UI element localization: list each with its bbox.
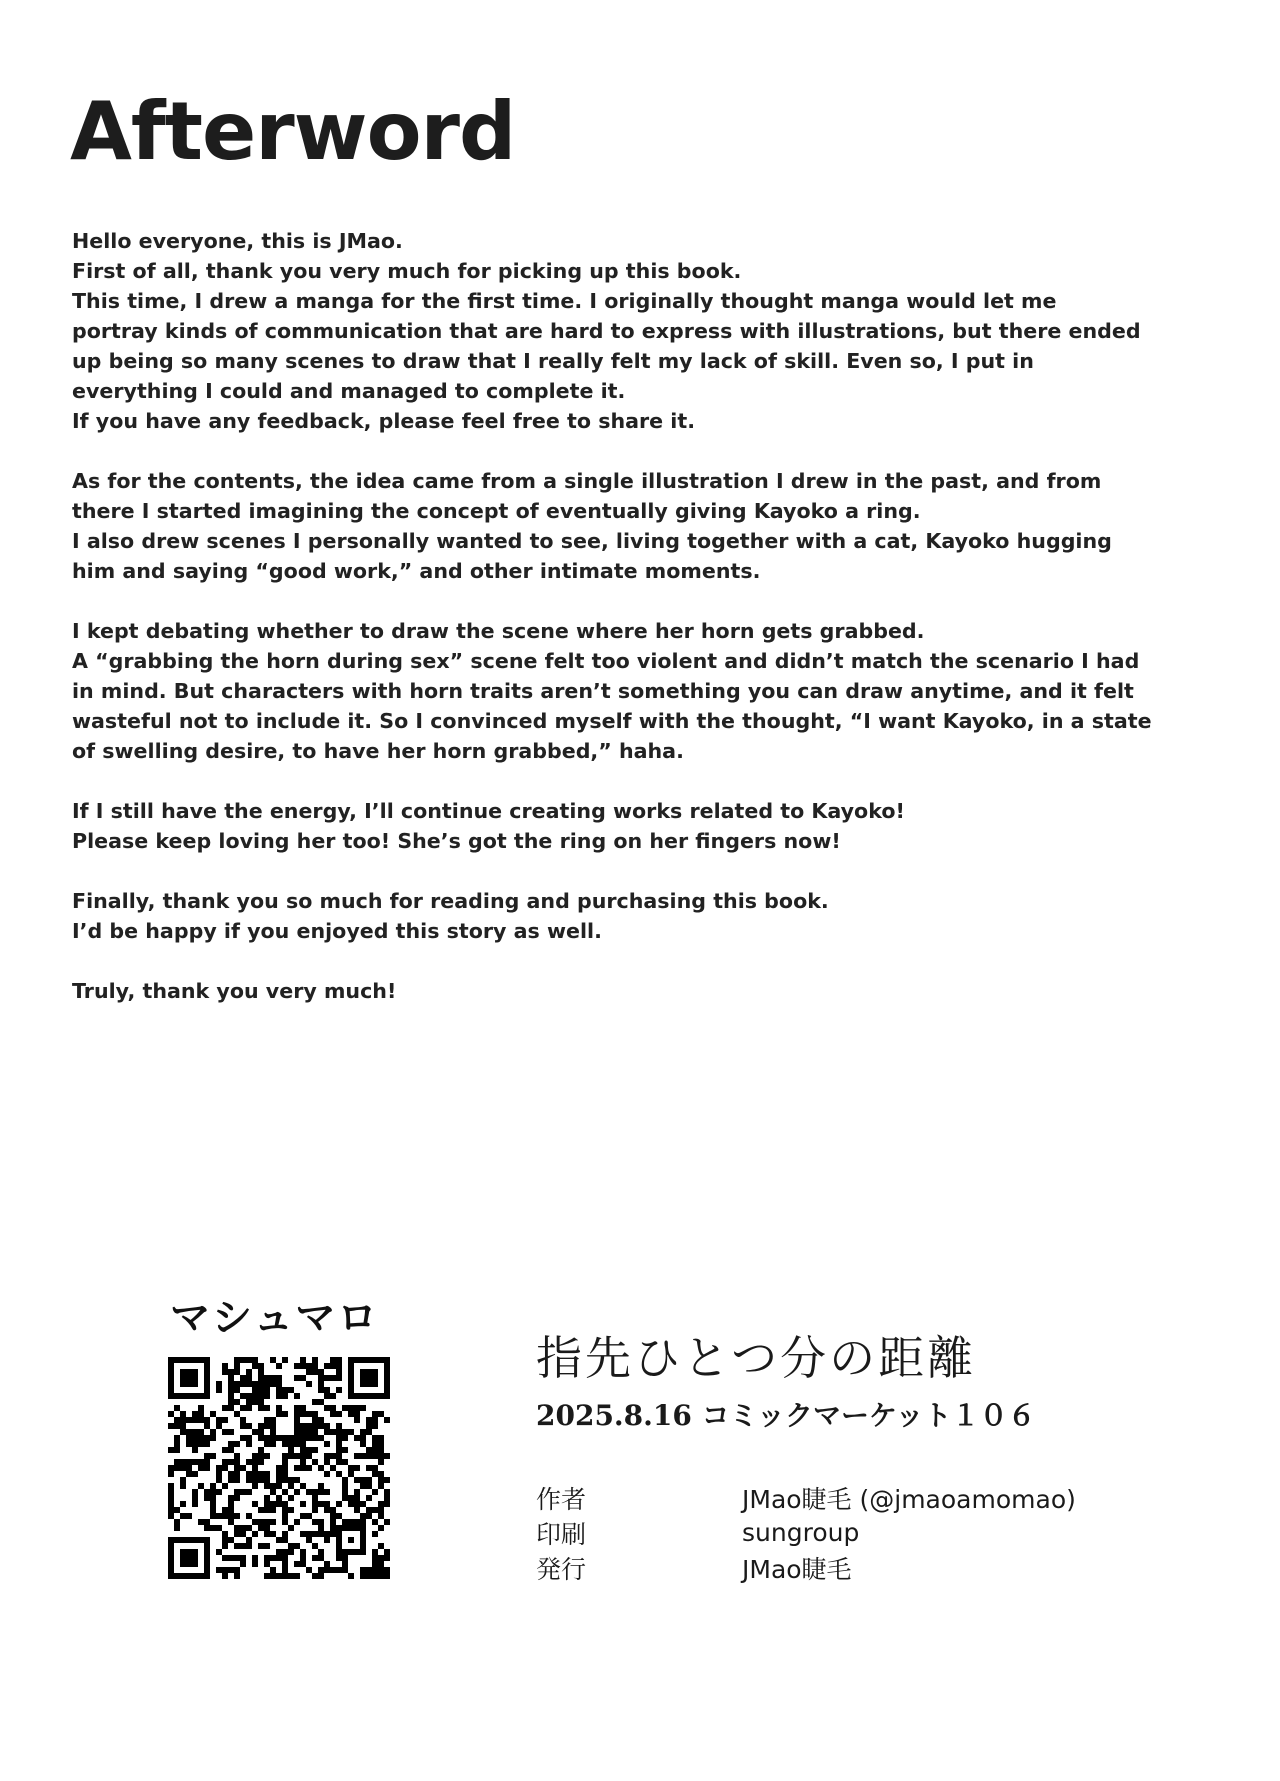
credit-label: 発行 bbox=[536, 1554, 587, 1584]
credit-value: sungroup bbox=[742, 1518, 860, 1547]
afterword-line: portray kinds of communication that are hard to express with illustrations, but there ended bbox=[72, 319, 1141, 343]
marshmallow-label: マシュマロ bbox=[170, 1294, 380, 1341]
afterword-paragraph bbox=[72, 616, 1222, 766]
afterword-line: there I started imagining the concept of eventually giving Kayoko a ring. bbox=[72, 499, 921, 523]
afterword-line: Hello everyone, this is JMao. bbox=[72, 229, 403, 253]
afterword-line: I also drew scenes I personally wanted to see, living together with a cat, Kayoko hugging bbox=[72, 529, 1112, 553]
credit-value: JMao睫毛 (@jmaoamomao) bbox=[742, 1484, 1076, 1514]
afterword-paragraph bbox=[72, 976, 1222, 1006]
book-title: 指先ひとつ分の距離 bbox=[536, 1331, 977, 1385]
credit-value: JMao睫毛 bbox=[742, 1554, 852, 1584]
afterword-line: of swelling desire, to have her horn grabbed,” haha. bbox=[72, 739, 684, 763]
afterword-line: him and saying “good work,” and other intimate moments. bbox=[72, 559, 761, 583]
afterword-paragraph bbox=[72, 796, 1222, 856]
afterword-paragraph bbox=[72, 466, 1222, 586]
credit-row bbox=[536, 1515, 1076, 1550]
credit-row bbox=[536, 1550, 1076, 1585]
afterword-body bbox=[72, 226, 1222, 1036]
qr-code-graphic bbox=[168, 1357, 390, 1579]
credits-table bbox=[536, 1480, 1076, 1585]
afterword-line: First of all, thank you very much for picking up this book. bbox=[72, 259, 742, 283]
afterword-line: I kept debating whether to draw the scene where her horn gets grabbed. bbox=[72, 619, 925, 643]
afterword-line: This time, I drew a manga for the first time. I originally thought manga would let me bbox=[72, 289, 1057, 313]
afterword-line: If you have any feedback, please feel free to share it. bbox=[72, 409, 696, 433]
afterword-line: everything I could and managed to complete it. bbox=[72, 379, 626, 403]
credit-label: 印刷 bbox=[536, 1519, 587, 1549]
afterword-line: A “grabbing the horn during sex” scene felt too violent and didn’t match the scenario I had bbox=[72, 649, 1140, 673]
credit-row bbox=[536, 1480, 1076, 1515]
afterword-line: I’d be happy if you enjoyed this story as well. bbox=[72, 919, 602, 943]
afterword-paragraph bbox=[72, 226, 1222, 436]
afterword-line: Finally, thank you so much for reading and purchasing this book. bbox=[72, 889, 829, 913]
afterword-line: As for the contents, the idea came from a single illustration I drew in the past, and from bbox=[72, 469, 1102, 493]
qr-code-icon[interactable] bbox=[168, 1357, 390, 1579]
afterword-line: Truly, thank you very much! bbox=[72, 979, 397, 1003]
afterword-line: If I still have the energy, I’ll continue creating works related to Kayoko! bbox=[72, 799, 905, 823]
afterword-line: wasteful not to include it. So I convinced myself with the thought, “I want Kayoko, in a state bbox=[72, 709, 1152, 733]
page-title: Afterword bbox=[70, 85, 516, 178]
afterword-line: Please keep loving her too! She’s got the ring on her fingers now! bbox=[72, 829, 841, 853]
credit-label: 作者 bbox=[536, 1484, 587, 1514]
afterword-line: up being so many scenes to draw that I really felt my lack of skill. Even so, I put in bbox=[72, 349, 1034, 373]
event-line: 2025.8.16 コミックマーケット１０６ bbox=[536, 1399, 1036, 1432]
afterword-line: in mind. But characters with horn traits aren’t something you can draw anytime, and it felt bbox=[72, 679, 1134, 703]
afterword-paragraph bbox=[72, 886, 1222, 946]
